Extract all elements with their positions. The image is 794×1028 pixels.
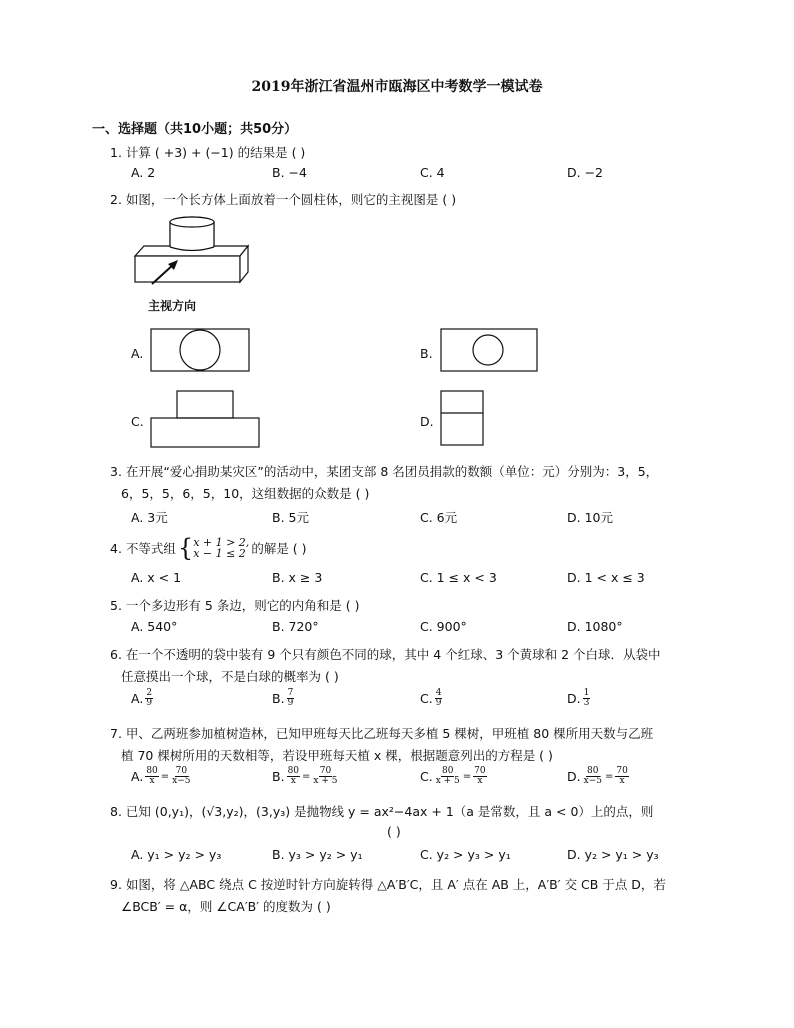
question-9-stem-line2: ∠BCB′ = α，则 ∠CA′B′ 的度数为 ( ) (121, 899, 331, 914)
q6-option-b (272, 689, 296, 708)
q7-option-a-fraction-right: $\frac{70}{x-5}$ (172, 766, 191, 786)
q5-option-a: A. 540° (131, 619, 178, 634)
q3-option-d: D. 10元 (567, 510, 613, 525)
q4-option-a: A. x < 1 (131, 570, 182, 585)
q6-option-d-fraction: $\frac{1}{3}$ (583, 688, 590, 708)
q7-option-c-equals: = (462, 771, 472, 782)
q7-option-d (567, 767, 631, 786)
question-6-stem-line1: 6. 在一个不透明的袋中装有 9 个只有颜色不同的球，其中 4 个红球、3 个黄球和 2 个白球．从袋中 (110, 647, 661, 662)
q7-option-a-equals: = (160, 771, 170, 782)
q2-option-c-figure (150, 390, 262, 450)
q6-option-a (131, 689, 155, 708)
q7-option-c (420, 767, 489, 786)
q7-option-b-fraction-right: $\frac{70}{x + 5}$ (313, 766, 338, 786)
q7-option-b-fraction-left: $\frac{80}{x}$ (287, 766, 300, 786)
q7-option-a-letter: A. (131, 769, 144, 784)
q2-option-a-figure (150, 328, 252, 374)
question-5-stem: 5. 一个多边形有 5 条边，则它的内角和是 ( ) (110, 598, 360, 613)
q4-inequality-2: x − 1 ≤ 2 (193, 547, 246, 560)
q7-option-d-fraction-right: $\frac{70}{x}$ (616, 766, 628, 786)
q6-option-c-fraction: $\frac{4}{9}$ (435, 688, 442, 708)
q6-option-b-letter: B. (272, 691, 285, 706)
q2-option-c: C. (131, 414, 144, 429)
question-7-stem-line2: 植 70 棵树所用的天数相等，若设甲班每天植 x 棵，根据题意列出的方程是 ( ) (121, 748, 553, 763)
q4-option-d: D. 1 < x ≤ 3 (567, 570, 645, 585)
q1-option-d: D. −2 (567, 165, 603, 180)
q7-option-c-letter: C. (420, 769, 433, 784)
q7-option-d-fraction-left: $\frac{80}{x-5}$ (583, 766, 602, 786)
q2-option-d-figure (440, 390, 486, 448)
q1-option-a: A. 2 (131, 165, 156, 180)
page-title: 2019年浙江省温州市瓯海区中考数学一模试卷 (251, 79, 543, 95)
q4-inequality-1: x + 1 > 2, (193, 536, 250, 549)
question-4-stem (110, 536, 307, 560)
q2-option-d: D. (420, 414, 434, 429)
q2-option-b: B. (420, 346, 433, 361)
q4-stem-suffix: 的解是 ( ) (251, 541, 307, 556)
section-heading: 一、选择题（共10小题；共50分） (92, 122, 298, 137)
q6-option-b-fraction: $\frac{7}{9}$ (287, 688, 294, 708)
question-3-stem-line2: 6，5，5，6，5，10，这组数据的众数是 ( ) (121, 486, 370, 501)
q7-option-b (272, 767, 340, 786)
q5-option-d: D. 1080° (567, 619, 623, 634)
question-6-stem-line2: 任意摸出一个球，不是白球的概率为 ( ) (121, 669, 339, 684)
q8-option-a: A. y₁ > y₂ > y₃ (131, 847, 222, 862)
q1-option-b: B. −4 (272, 165, 307, 180)
q4-stem-prefix: 4. 不等式组 (110, 541, 176, 556)
question-2-stem: 2. 如图，一个长方体上面放着一个圆柱体，则它的主视图是 ( ) (110, 192, 457, 207)
q6-option-c (420, 689, 444, 708)
question-8-stem-line2: ( ) (387, 824, 401, 839)
question-9-stem-line1: 9. 如图，将 △ABC 绕点 C 按逆时针方向旋转得 △A′B′C，且 A′ 点在 AB 上，A′B′ 交 CB 于点 D，若 (110, 877, 666, 892)
q7-option-a (131, 767, 194, 786)
q8-option-b: B. y₃ > y₂ > y₁ (272, 847, 363, 862)
q5-option-b: B. 720° (272, 619, 319, 634)
q8-option-c: C. y₂ > y₃ > y₁ (420, 847, 511, 862)
q2-option-b-figure (440, 328, 540, 374)
q1-option-c: C. 4 (420, 165, 445, 180)
q7-option-c-fraction-right: $\frac{70}{x}$ (474, 766, 486, 786)
q2-view-direction-label: 主视方向 (148, 299, 197, 313)
q7-option-d-letter: D. (567, 769, 581, 784)
question-3-stem-line1: 3. 在开展“爱心捐助某灾区”的活动中，某团支部 8 名团员捐款的数额（单位：元）分别为：3，5， (110, 464, 659, 479)
q4-option-c: C. 1 ≤ x < 3 (420, 570, 497, 585)
q6-option-a-letter: A. (131, 691, 144, 706)
q3-option-b: B. 5元 (272, 510, 309, 525)
q4-option-b: B. x ≥ 3 (272, 570, 323, 585)
q6-option-a-fraction: $\frac{2}{9}$ (146, 688, 153, 708)
q6-option-d-letter: D. (567, 691, 581, 706)
q7-option-b-letter: B. (272, 769, 285, 784)
q8-option-d: D. y₂ > y₁ > y₃ (567, 847, 659, 862)
q6-option-d (567, 689, 592, 708)
q4-inequality-system: { x + 1 > 2, x − 1 ≤ 2 (177, 534, 250, 562)
q6-option-c-letter: C. (420, 691, 433, 706)
q2-option-a: A. (131, 346, 144, 361)
q2-solid-figure (130, 212, 250, 287)
q3-option-c: C. 6元 (420, 510, 458, 525)
q7-option-b-equals: = (302, 771, 311, 782)
q3-option-a: A. 3元 (131, 510, 168, 525)
question-1-stem: 1. 计算 ( +3) + (−1) 的结果是 ( ) (110, 145, 306, 160)
q7-option-d-equals: = (604, 771, 614, 782)
question-8-stem-line1: 8. 已知 (0,y₁)，(√3,y₂)，(3,y₃) 是抛物线 y = ax²−4ax + 1（a 是常数，且 a < 0）上的点，则 (110, 804, 654, 819)
q7-option-a-fraction-left: $\frac{80}{x}$ (146, 766, 158, 786)
q7-option-c-fraction-left: $\frac{80}{x + 5}$ (435, 766, 460, 786)
question-7-stem-line1: 7. 甲、乙两班参加植树造林，已知甲班每天比乙班每天多植 5 棵树，甲班植 80 棵所用天数与乙班 (110, 726, 654, 741)
q5-option-c: C. 900° (420, 619, 467, 634)
